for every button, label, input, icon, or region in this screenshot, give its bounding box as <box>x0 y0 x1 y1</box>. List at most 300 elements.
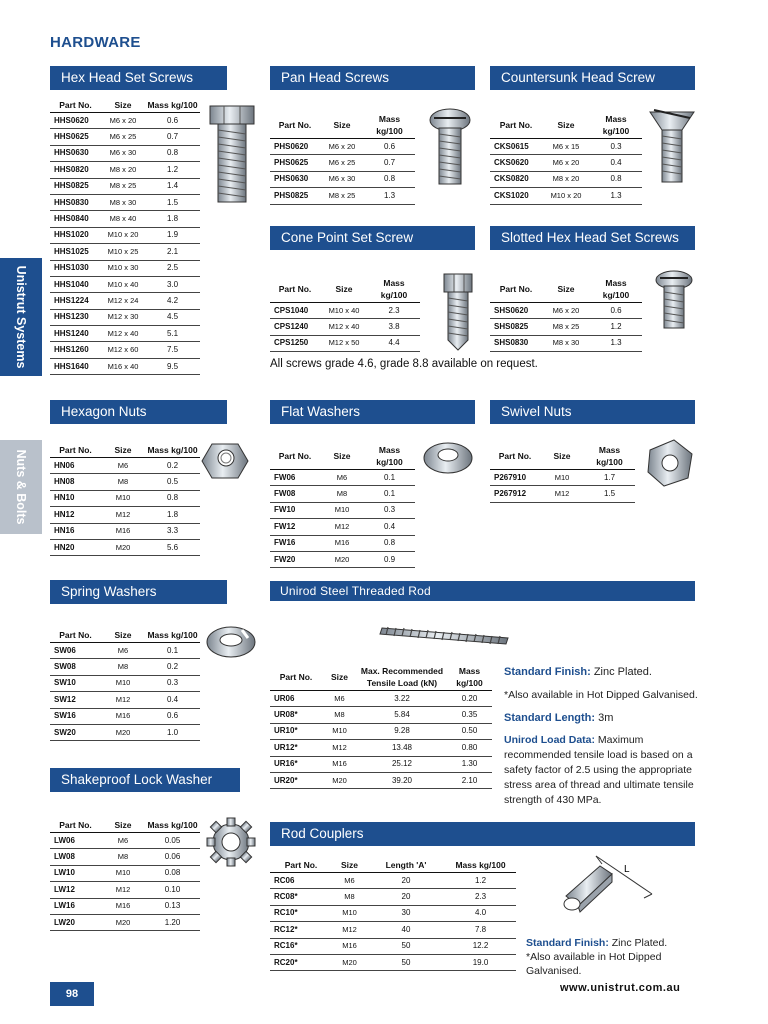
part-number: HHS0825 <box>50 178 101 194</box>
table-cell: M12 x 60 <box>101 342 145 358</box>
slotted-hex-screw-icon <box>652 268 696 330</box>
table-cell: 1.5 <box>584 486 635 502</box>
table-row <box>270 319 420 335</box>
table-cell: M10 x 40 <box>101 276 145 292</box>
table-cell: M8 x 20 <box>542 171 590 187</box>
table-row <box>270 954 516 970</box>
part-number: HHS0630 <box>50 145 101 161</box>
table-cell: 0.2 <box>145 458 200 474</box>
table-cell: 40 <box>367 922 445 938</box>
table-cell: 2.3 <box>368 303 420 319</box>
table-cell: M12 x 50 <box>320 335 368 351</box>
table-cell: 0.05 <box>145 833 200 849</box>
part-number: CKS0615 <box>490 139 542 155</box>
table-cell: 5.6 <box>145 539 200 555</box>
table-cell: M8 x 25 <box>320 188 364 204</box>
table-row <box>50 129 200 145</box>
table-cell: 1.7 <box>584 470 635 486</box>
part-number: CKS1020 <box>490 188 542 204</box>
table-cell: M16 <box>322 756 357 772</box>
table-cell: M8 <box>332 889 367 905</box>
table-cell: M6 x 25 <box>320 155 364 171</box>
table-cell: M20 <box>101 539 145 555</box>
table-cell: 0.6 <box>364 139 415 155</box>
table-row <box>270 139 415 155</box>
part-number: SW20 <box>50 724 101 740</box>
side-tab-nuts-bolts[interactable]: Nuts & Bolts <box>0 440 42 534</box>
part-number: RC12* <box>270 922 332 938</box>
table-row <box>50 914 200 930</box>
table-cell: 0.8 <box>364 171 415 187</box>
column-header: Size <box>320 443 364 470</box>
table-cell: 1.2 <box>145 162 200 178</box>
table-row <box>270 740 492 756</box>
table-cell: M10 <box>101 675 145 691</box>
table-cell: 0.3 <box>590 139 642 155</box>
table-cell: 0.6 <box>145 113 200 129</box>
part-number: P267912 <box>490 486 540 502</box>
part-number: FW16 <box>270 535 320 551</box>
table-cell: 12.2 <box>445 938 516 954</box>
part-number: HHS0820 <box>50 162 101 178</box>
column-header: Size <box>540 443 584 470</box>
part-number: LW12 <box>50 882 101 898</box>
table-cell: 0.8 <box>590 171 642 187</box>
table-cell: M6 x 25 <box>101 129 145 145</box>
table-cell: 0.8 <box>145 145 200 161</box>
column-header: Part No. <box>50 628 101 643</box>
table-row <box>270 171 415 187</box>
spring-washers-title: Spring Washers <box>50 580 227 604</box>
table-cell: 1.0 <box>145 724 200 740</box>
table-row <box>50 227 200 243</box>
table-cell: M12 <box>101 507 145 523</box>
table-row <box>50 162 200 178</box>
part-number: HHS0625 <box>50 129 101 145</box>
table-row <box>50 244 200 260</box>
table-cell: 1.3 <box>590 335 642 351</box>
part-number: FW06 <box>270 470 320 486</box>
table-row <box>50 145 200 161</box>
table-cell: M6 x 20 <box>320 139 364 155</box>
table-cell: M6 x 30 <box>101 145 145 161</box>
part-number: UR20* <box>270 772 322 788</box>
column-header: Mass kg/100 <box>584 443 635 470</box>
part-number: LW20 <box>50 914 101 930</box>
part-number: LW16 <box>50 898 101 914</box>
column-header: Mass kg/100 <box>145 98 200 113</box>
table-cell: M8 <box>101 659 145 675</box>
table-cell: M6 x 20 <box>101 113 145 129</box>
column-header: Mass kg/100 <box>447 664 492 691</box>
table-row <box>270 756 492 772</box>
table-cell: 20 <box>367 889 445 905</box>
table-row <box>270 551 415 567</box>
column-header: Mass kg/100 <box>145 443 200 458</box>
table-cell: 0.4 <box>590 155 642 171</box>
table-cell: M10 x 20 <box>101 227 145 243</box>
table-row <box>50 211 200 227</box>
cone-point-title: Cone Point Set Screw <box>270 226 475 250</box>
part-number: HHS1040 <box>50 276 101 292</box>
table-row <box>270 723 492 739</box>
table-cell: M6 <box>101 833 145 849</box>
part-number: RC06 <box>270 873 332 889</box>
table-cell: M8 x 40 <box>101 211 145 227</box>
table-row <box>270 486 415 502</box>
table-row <box>50 675 200 691</box>
column-header: Mass kg/100 <box>590 112 642 139</box>
table-row <box>490 303 642 319</box>
table-cell: 30 <box>367 905 445 921</box>
part-number: HN06 <box>50 458 101 474</box>
rod-couplers-title: Rod Couplers <box>270 822 695 846</box>
page-number: 98 <box>50 982 94 1006</box>
table-cell: 0.3 <box>145 675 200 691</box>
table-row <box>50 194 200 210</box>
table-cell: M16 <box>101 708 145 724</box>
table-cell: 2.10 <box>447 772 492 788</box>
unirod-title: Unirod Steel Threaded Rod <box>270 581 695 601</box>
table-cell: 19.0 <box>445 954 516 970</box>
swivel-nut-icon <box>644 436 696 488</box>
table-cell: 39.20 <box>357 772 447 788</box>
table-row <box>270 873 516 889</box>
column-header: Size <box>101 98 145 113</box>
table-row <box>50 724 200 740</box>
part-number: HHS1025 <box>50 244 101 260</box>
table-row <box>270 303 420 319</box>
pan-head-title: Pan Head Screws <box>270 66 475 90</box>
table-cell: 1.3 <box>364 188 415 204</box>
table-row <box>50 309 200 325</box>
spring-washers-table <box>50 628 200 741</box>
table-cell: M8 x 30 <box>101 194 145 210</box>
part-number: SHS0620 <box>490 303 542 319</box>
rod-couplers-table <box>270 858 516 971</box>
table-row <box>50 898 200 914</box>
table-cell: 0.2 <box>145 659 200 675</box>
part-number: P267910 <box>490 470 540 486</box>
table-cell: 0.3 <box>364 502 415 518</box>
table-cell: 0.5 <box>145 474 200 490</box>
table-row <box>50 692 200 708</box>
side-tab-unistrut-systems[interactable]: Unistrut Systems <box>0 258 42 376</box>
table-cell: M12 x 40 <box>320 319 368 335</box>
column-header: Max. Recommended Tensile Load (kN) <box>357 664 447 691</box>
table-cell: M16 <box>332 938 367 954</box>
table-row <box>270 922 516 938</box>
part-number: LW08 <box>50 849 101 865</box>
table-cell: 4.5 <box>145 309 200 325</box>
swivel-nuts-table <box>490 443 635 503</box>
column-header: Part No. <box>270 112 320 139</box>
table-row <box>50 342 200 358</box>
table-cell: M8 x 25 <box>542 319 590 335</box>
part-number: FW20 <box>270 551 320 567</box>
table-cell: 2.1 <box>145 244 200 260</box>
table-row <box>50 260 200 276</box>
table-cell: 2.3 <box>445 889 516 905</box>
table-cell: M8 <box>320 486 364 502</box>
table-cell: M6 x 30 <box>320 171 364 187</box>
shakeproof-washer-icon <box>206 816 256 868</box>
table-cell: 1.4 <box>145 178 200 194</box>
rod-coupler-icon <box>548 852 668 934</box>
table-cell: 4.4 <box>368 335 420 351</box>
table-cell: 25.12 <box>357 756 447 772</box>
website-url[interactable]: www.unistrut.com.au <box>560 982 681 994</box>
threaded-rod-icon <box>380 624 510 646</box>
table-cell: M12 <box>320 519 364 535</box>
table-cell: M8 x 20 <box>101 162 145 178</box>
part-number: CKS0620 <box>490 155 542 171</box>
part-number: HHS0830 <box>50 194 101 210</box>
table-row <box>50 643 200 659</box>
part-number: HN08 <box>50 474 101 490</box>
table-cell: M6 <box>320 470 364 486</box>
part-number: PHS0825 <box>270 188 320 204</box>
hexagon-nuts-table <box>50 443 200 556</box>
table-cell: M20 <box>101 914 145 930</box>
table-cell: 3.8 <box>368 319 420 335</box>
table-row <box>490 171 642 187</box>
table-cell: 7.5 <box>145 342 200 358</box>
part-number: HHS1224 <box>50 293 101 309</box>
table-row <box>490 470 635 486</box>
part-number: PHS0620 <box>270 139 320 155</box>
table-cell: M10 <box>101 865 145 881</box>
spring-washer-icon <box>204 622 258 662</box>
table-cell: 9.28 <box>357 723 447 739</box>
table-cell: M8 <box>322 707 357 723</box>
table-cell: 50 <box>367 938 445 954</box>
part-number: UR12* <box>270 740 322 756</box>
part-number: SW16 <box>50 708 101 724</box>
table-cell: M6 x 20 <box>542 303 590 319</box>
part-number: SHS0830 <box>490 335 542 351</box>
part-number: RC08* <box>270 889 332 905</box>
part-number: HHS0620 <box>50 113 101 129</box>
table-cell: M10 <box>540 470 584 486</box>
part-number: HHS1260 <box>50 342 101 358</box>
table-cell: M6 x 20 <box>542 155 590 171</box>
table-row <box>50 882 200 898</box>
column-header: Part No. <box>50 98 101 113</box>
table-cell: 1.30 <box>447 756 492 772</box>
table-row <box>490 486 635 502</box>
table-cell: 0.20 <box>447 691 492 707</box>
part-number: HN10 <box>50 490 101 506</box>
table-row <box>50 849 200 865</box>
table-cell: M20 <box>320 551 364 567</box>
table-cell: M20 <box>101 724 145 740</box>
part-number: CKS0820 <box>490 171 542 187</box>
part-number: HHS0840 <box>50 211 101 227</box>
part-number: CPS1040 <box>270 303 320 319</box>
table-row <box>270 772 492 788</box>
table-cell: 0.1 <box>364 470 415 486</box>
shakeproof-table <box>50 818 200 931</box>
grade-note: All screws grade 4.6, grade 8.8 available on request. <box>270 358 538 370</box>
part-number: SW12 <box>50 692 101 708</box>
unirod-notes: Standard Finish: Zinc Plated. *Also available in Hot Dipped Galvanised. Standard Length: 3m Unirod Load Data: Maximum recommended tensile load is based on a safety factor of 2.5 using the appropriate stress area of thread and ultimate tensile strength of 430 MPa. <box>504 666 698 806</box>
rod-couplers-notes: Standard Finish: Zinc Plated. *Also available in Hot Dipped Galvanised. <box>526 937 668 977</box>
column-header: Mass kg/100 <box>445 858 516 873</box>
table-cell: 1.3 <box>590 188 642 204</box>
table-cell: 1.8 <box>145 507 200 523</box>
table-cell: 0.1 <box>364 486 415 502</box>
table-cell: M10 x 20 <box>542 188 590 204</box>
table-cell: M16 <box>320 535 364 551</box>
table-cell: 0.8 <box>364 535 415 551</box>
table-row <box>270 691 492 707</box>
table-cell: 0.9 <box>364 551 415 567</box>
table-row <box>270 535 415 551</box>
table-cell: M8 x 25 <box>101 178 145 194</box>
column-header: Mass kg/100 <box>364 443 415 470</box>
table-row <box>50 833 200 849</box>
column-header: Size <box>101 443 145 458</box>
column-header: Part No. <box>270 443 320 470</box>
part-number: SW06 <box>50 643 101 659</box>
table-cell: M12 <box>101 882 145 898</box>
part-number: RC10* <box>270 905 332 921</box>
part-number: FW10 <box>270 502 320 518</box>
table-row <box>270 188 415 204</box>
table-cell: 3.3 <box>145 523 200 539</box>
table-cell: 0.08 <box>145 865 200 881</box>
table-cell: 0.8 <box>145 490 200 506</box>
column-header: Size <box>101 818 145 833</box>
table-cell: M8 <box>101 849 145 865</box>
table-cell: M8 x 30 <box>542 335 590 351</box>
table-cell: 0.7 <box>145 129 200 145</box>
column-header: Mass kg/100 <box>145 818 200 833</box>
section-title: HARDWARE <box>50 34 141 51</box>
part-number: RC20* <box>270 954 332 970</box>
table-cell: 0.50 <box>447 723 492 739</box>
part-number: RC16* <box>270 938 332 954</box>
part-number: LW10 <box>50 865 101 881</box>
table-cell: 1.2 <box>445 873 516 889</box>
column-header: Part No. <box>50 818 101 833</box>
table-row <box>490 188 642 204</box>
hex-head-table <box>50 98 200 375</box>
table-row <box>50 865 200 881</box>
flat-washers-title: Flat Washers <box>270 400 475 424</box>
column-header: Size <box>542 276 590 303</box>
table-cell: M20 <box>322 772 357 788</box>
table-cell: 1.2 <box>590 319 642 335</box>
hexagon-nut-icon <box>200 438 250 484</box>
cone-point-screw-icon <box>440 270 476 352</box>
table-cell: 0.10 <box>145 882 200 898</box>
table-row <box>490 155 642 171</box>
table-row <box>270 889 516 905</box>
table-row <box>50 458 200 474</box>
table-row <box>50 708 200 724</box>
table-cell: M10 <box>332 905 367 921</box>
table-cell: M16 <box>101 523 145 539</box>
table-row <box>50 539 200 555</box>
table-cell: M16 x 40 <box>101 358 145 374</box>
table-row <box>50 659 200 675</box>
column-header: Size <box>320 112 364 139</box>
table-cell: M12 x 24 <box>101 293 145 309</box>
table-row <box>490 319 642 335</box>
column-header: Part No. <box>270 858 332 873</box>
part-number: HHS1230 <box>50 309 101 325</box>
pan-head-screw-icon <box>428 106 472 186</box>
part-number: CPS1250 <box>270 335 320 351</box>
table-row <box>50 178 200 194</box>
column-header: Part No. <box>50 443 101 458</box>
table-cell: 1.5 <box>145 194 200 210</box>
slotted-hex-table <box>490 276 642 352</box>
table-cell: 20 <box>367 873 445 889</box>
table-row <box>50 358 200 374</box>
table-row <box>50 276 200 292</box>
table-cell: M10 x 40 <box>320 303 368 319</box>
flat-washers-table <box>270 443 415 568</box>
table-cell: 1.8 <box>145 211 200 227</box>
table-cell: M10 x 30 <box>101 260 145 276</box>
table-cell: 0.4 <box>145 692 200 708</box>
column-header: Size <box>332 858 367 873</box>
countersunk-screw-icon <box>648 104 696 184</box>
table-cell: 7.8 <box>445 922 516 938</box>
table-cell: 0.13 <box>145 898 200 914</box>
column-header: Length 'A' <box>367 858 445 873</box>
table-cell: 0.35 <box>447 707 492 723</box>
table-cell: M6 <box>332 873 367 889</box>
table-cell: M8 <box>101 474 145 490</box>
dimension-label: L <box>624 864 630 875</box>
column-header: Part No. <box>490 112 542 139</box>
table-cell: 0.6 <box>590 303 642 319</box>
countersunk-table <box>490 112 642 205</box>
table-row <box>270 335 420 351</box>
table-cell: M12 <box>332 922 367 938</box>
part-number: UR08* <box>270 707 322 723</box>
part-number: UR10* <box>270 723 322 739</box>
part-number: HHS1030 <box>50 260 101 276</box>
column-header: Mass kg/100 <box>368 276 420 303</box>
table-cell: M6 <box>101 643 145 659</box>
table-cell: 13.48 <box>357 740 447 756</box>
shakeproof-title: Shakeproof Lock Washer <box>50 768 240 792</box>
column-header: Size <box>101 628 145 643</box>
part-number: LW06 <box>50 833 101 849</box>
part-number: UR06 <box>270 691 322 707</box>
table-cell: M6 <box>101 458 145 474</box>
column-header: Part No. <box>270 276 320 303</box>
table-row <box>50 507 200 523</box>
swivel-nuts-title: Swivel Nuts <box>490 400 695 424</box>
column-header: Mass kg/100 <box>590 276 642 303</box>
part-number: FW12 <box>270 519 320 535</box>
part-number: CPS1240 <box>270 319 320 335</box>
column-header: Part No. <box>490 276 542 303</box>
part-number: HHS1640 <box>50 358 101 374</box>
table-cell: M10 <box>101 490 145 506</box>
table-row <box>270 905 516 921</box>
table-cell: 0.4 <box>364 519 415 535</box>
table-cell: M6 x 15 <box>542 139 590 155</box>
table-row <box>50 326 200 342</box>
table-row <box>490 335 642 351</box>
